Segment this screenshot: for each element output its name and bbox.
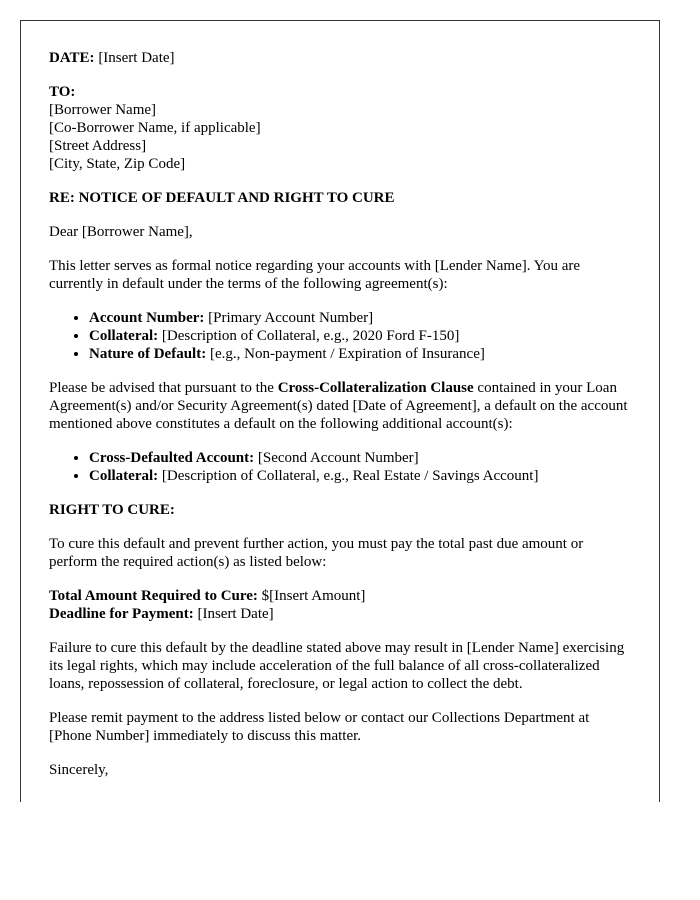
intro-paragraph: This letter serves as formal notice regarding your accounts with [Lender Name]. You are currently in default under the terms of the following agreement(s): [49, 258, 581, 292]
cross-collateral-paragraph: Please be advised that pursuant to the Cross-Collateralization Clause contained in your Loan Agreement(s) and/or Security Agreement(s) dated [Date of Agreement], a default on the account mentioned above constitutes a default on the following additional account(s): [49, 380, 628, 432]
cure-heading: RIGHT TO CURE: [49, 502, 175, 518]
recipient-block: TO: [Borrower Name] [Co-Borrower Name, if applicable] [Street Address] [City, State, Zip Code] [49, 84, 261, 172]
list-item: • Nature of Default: [e.g., Non-payment / Expiration of Insurance] [89, 345, 631, 363]
secondary-account-list [49, 449, 631, 485]
primary-account-list [49, 309, 631, 363]
salutation: Dear [Borrower Name], [49, 224, 193, 240]
list-item: • Collateral: [Description of Collateral, e.g., Real Estate / Savings Account] [89, 467, 631, 485]
date-line: DATE: [Insert Date] [49, 50, 175, 66]
remit-paragraph: Please remit payment to the address listed below or contact our Collections Department at [Phone Number] immediately to discuss this matter. [49, 710, 590, 744]
closing: Sincerely, [49, 762, 109, 778]
letter-page [20, 20, 660, 802]
subject-line: RE: NOTICE OF DEFAULT AND RIGHT TO CURE [49, 190, 395, 206]
failure-paragraph: Failure to cure this default by the deadline stated above may result in [Lender Name] exercising its legal rights, which may include acceleration of the full balance of all cross-collateralized loans, repossession of collateral, foreclosure, or legal action to collect the debt. [49, 640, 625, 692]
list-item: • Collateral: [Description of Collateral, e.g., 2020 Ford F-150] [89, 327, 631, 345]
cure-paragraph: To cure this default and prevent further action, you must pay the total past due amount or perform the required action(s) as listed below: [49, 536, 584, 570]
list-item: • Cross-Defaulted Account: [Second Account Number] [89, 449, 631, 467]
cure-terms: Total Amount Required to Cure: $[Insert Amount] Deadline for Payment: [Insert Date] [49, 588, 366, 622]
list-item: • Account Number: [Primary Account Number] [89, 309, 631, 327]
